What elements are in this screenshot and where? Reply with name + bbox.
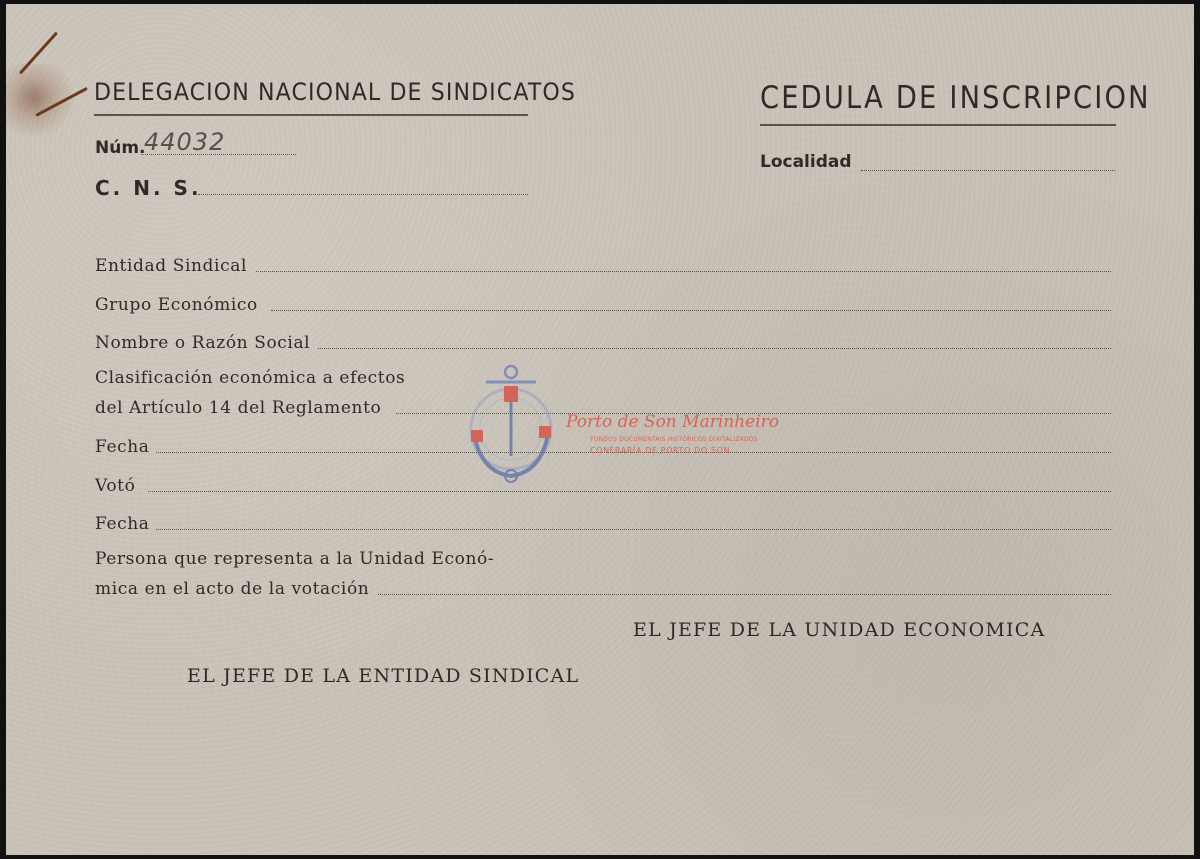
- watermark-line2: CONFRARÍA DE PORTO DO SON: [590, 446, 731, 455]
- title-underline: [760, 124, 1116, 126]
- localidad-label: Localidad: [760, 152, 852, 172]
- num-value: 44032: [144, 128, 226, 156]
- fecha-label: Fecha: [95, 437, 150, 457]
- clasificacion-label-line2: del Artículo 14 del Reglamento: [95, 398, 382, 418]
- watermark-brand: Porto de Son Marinheiro: [566, 412, 780, 432]
- watermark-line1: FONDOS DOCUMENTAIS HISTÓRICOS DIXITALIZADOS: [590, 436, 758, 443]
- cns-line: [198, 194, 528, 195]
- cns-label: C. N. S.: [95, 176, 202, 200]
- fecha-votacion-label: Fecha: [95, 514, 150, 534]
- fecha-votacion-line: [156, 529, 1111, 530]
- jefe-entidad-sindical: EL JEFE DE LA ENTIDAD SINDICAL: [187, 665, 580, 687]
- localidad-line: [861, 170, 1115, 171]
- jefe-unidad-economica: EL JEFE DE LA UNIDAD ECONOMICA: [633, 619, 1046, 641]
- clasificacion-label-line1: Clasificación económica a efectos: [95, 368, 406, 388]
- registration-card: [6, 4, 1194, 855]
- entidad-sindical-label: Entidad Sindical: [95, 256, 247, 276]
- grupo-economico-line: [271, 310, 1111, 311]
- persona-label-line2: mica en el acto de la votación: [95, 579, 370, 599]
- organization-heading: DELEGACION NACIONAL DE SINDICATOS: [94, 78, 577, 106]
- voto-label: Votó: [95, 476, 136, 496]
- persona-line: [378, 594, 1111, 595]
- persona-label-line1: Persona que representa a la Unidad Econó-: [95, 549, 495, 569]
- num-label: Núm.: [95, 138, 146, 158]
- entidad-sindical-line: [256, 271, 1111, 272]
- organization-underline: [94, 114, 528, 116]
- archive-watermark: [466, 364, 780, 494]
- grupo-economico-label: Grupo Económico: [95, 295, 258, 315]
- document-title: CEDULA DE INSCRIPCION: [760, 80, 1151, 116]
- num-line: [141, 154, 296, 155]
- nombre-razon-social-label: Nombre o Razón Social: [95, 333, 311, 353]
- nombre-razon-social-line: [318, 348, 1111, 349]
